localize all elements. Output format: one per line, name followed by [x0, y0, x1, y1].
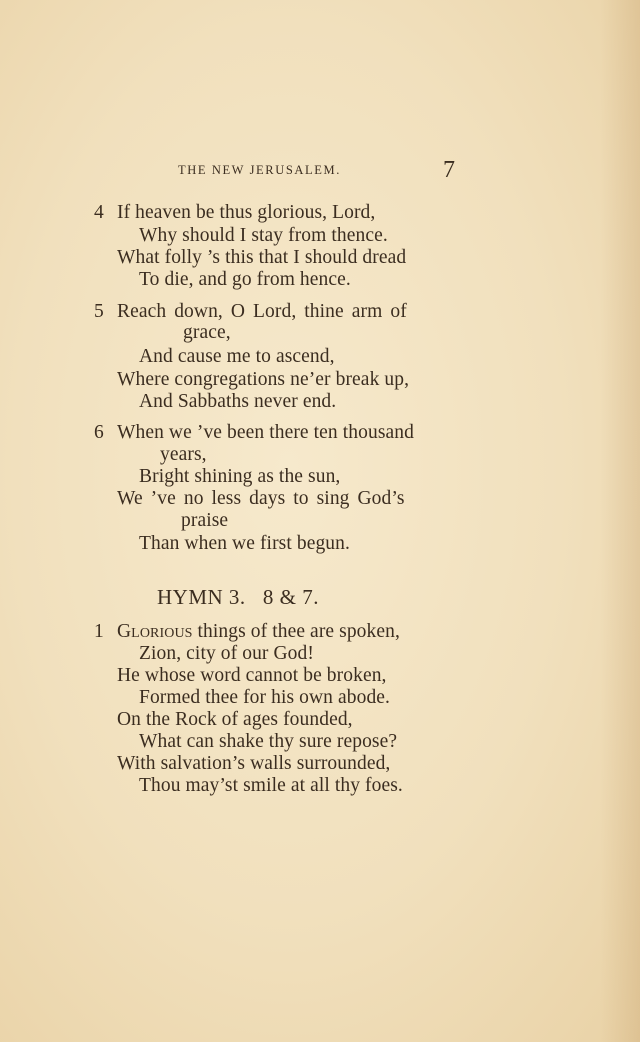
stanza-number: 6 [94, 422, 104, 443]
verse-line: On the Rock of ages founded, [117, 709, 353, 730]
verse-line: praise [181, 510, 229, 531]
verse-line: Bright shining as the sun, [139, 466, 341, 487]
verse-line: He whose word cannot be broken, [117, 665, 387, 686]
verse-line-rest: things of thee are spoken, [192, 621, 400, 642]
verse-line: years, [160, 444, 207, 465]
verse-line: If heaven be thus glorious, Lord, [117, 202, 376, 223]
verse-line: Than when we first begun. [139, 533, 350, 554]
verse-line: When we ’ve been there ten thousand [117, 422, 414, 443]
verse-line: What folly ’s this that I should dread [117, 247, 407, 268]
stanza-number: 1 [94, 621, 104, 642]
page-edge-shading [600, 0, 640, 1042]
verse-line: What can shake thy sure repose? [139, 731, 398, 752]
verse-line: With salvation’s walls surrounded, [117, 753, 391, 774]
running-title: THE NEW JERUSALEM. [178, 163, 341, 177]
verse-line: To die, and go from hence. [139, 269, 351, 290]
verse-line: Reach down, O Lord, thine arm of [117, 301, 407, 322]
hymn-title: HYMN 3. 8 & 7. [157, 585, 320, 609]
verse-line [117, 621, 400, 643]
verse-line: We ’ve no less days to sing God’s [117, 488, 405, 509]
stanza-number: 4 [94, 202, 104, 223]
verse-line: Why should I stay from thence. [139, 225, 388, 246]
verse-line: Thou may’st smile at all thy foes. [139, 775, 403, 796]
verse-line: Zion, city of our God! [139, 643, 314, 664]
verse-line: grace, [183, 322, 231, 343]
first-word-small-caps: Glorious [117, 621, 193, 642]
stanza-number: 5 [94, 301, 104, 322]
page-number: 7 [443, 157, 455, 183]
verse-line: Formed thee for his own abode. [139, 687, 391, 708]
verse-line: And Sabbaths never end. [139, 391, 337, 412]
verse-line: Where congregations ne’er break up, [117, 369, 410, 390]
verse-line: And cause me to ascend, [139, 346, 335, 367]
